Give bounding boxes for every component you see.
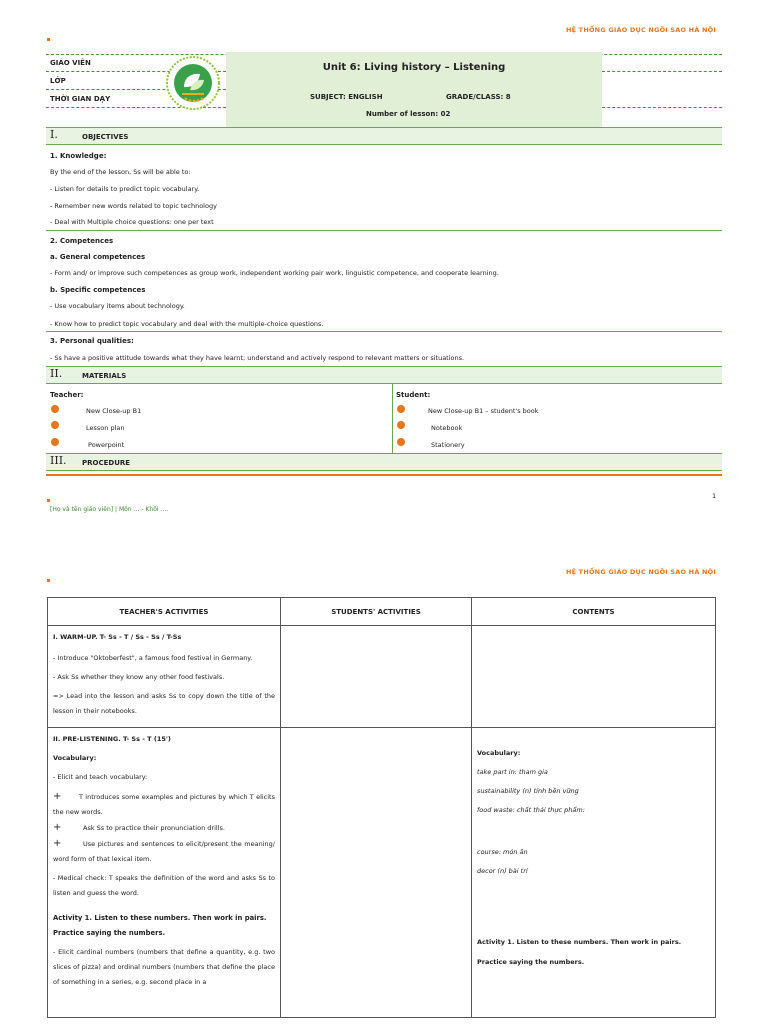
plus-item-text: Use pictures and sentences to elicit/present the meaning/ word form of that lexical item. [53,840,275,863]
bullet-icon [397,405,405,413]
warmup-line: - Introduce "Oktoberfest", a famous food festival in Germany. [53,654,253,662]
divider [46,230,722,231]
divider [602,107,722,108]
knowledge-line: - Deal with Multiple choice questions: one per text [50,218,214,226]
plus-item [53,836,275,867]
lesson-header [46,52,722,128]
warmup-contents-cell [472,626,716,728]
student-material-item: New Close-up B1 – student's book [428,407,539,415]
bullet-icon [51,438,59,446]
bullet-icon [397,421,405,429]
footer-marker [47,499,50,502]
section-number: III. [50,454,67,467]
teacher-material-item: Powerpoint [88,441,125,449]
contents-activity1-line: Activity 1. Listen to these numbers. Then work in pairs. [477,938,682,946]
section-title: MATERIALS [82,372,127,380]
column-header: TEACHER'S ACTIVITIES [48,598,281,626]
warmup-heading: I. WARM-UP. T- Ss - T / Ss - Ss / T-Ss [53,633,182,641]
plus-icon: + [53,791,62,802]
materials-column-divider [392,384,393,454]
procedure-table [47,597,716,1018]
knowledge-line: - Listen for details to predict topic vocabulary. [50,185,200,193]
prelistening-student-cell [281,728,472,1018]
plus-icon: + [53,822,62,833]
table-header-row [48,598,716,626]
warmup-line: - Ask Ss whether they know any other food festivals. [53,673,225,681]
section-materials [46,366,722,384]
warmup-teacher-cell [48,626,281,728]
school-logo [162,54,224,112]
column-header: CONTENTS [472,598,716,626]
vocab-item: course: món ăn [477,848,528,856]
orange-rule [46,474,722,476]
competences-heading: 2. Competences [50,237,114,245]
plus-icon: + [53,838,62,849]
section-number: I. [50,128,58,141]
lesson-number: Number of lesson: 02 [366,110,451,118]
knowledge-line: - Remember new words related to topic technology [50,202,217,210]
table-row [48,728,716,1018]
student-material-item: Stationery [431,441,465,449]
vocab-item: sustainability (n) tính bền vững [477,787,579,795]
teacher-material-item: Lesson plan [86,424,125,432]
header-marker [47,38,50,41]
grade-class: GRADE/CLASS: 8 [446,93,511,101]
teacher-label: GIÁO VIÊN [50,59,91,67]
contents-activity1-line: Practice saying the numbers. [477,958,585,966]
teacher-material-item: New Close-up B1 [86,407,142,415]
title-box [226,52,602,128]
section-title: PROCEDURE [82,459,131,467]
divider [46,331,722,332]
prelistening-contents-cell [472,728,716,1018]
lesson-title: Unit 6: Living history – Listening [322,62,506,73]
column-header: STUDENTS' ACTIVITIES [281,598,472,626]
school-name: HỆ THỐNG GIÁO DỤC NGÔI SAO HÀ NỘI [565,568,716,576]
vocabulary-heading: Vocabulary: [53,754,97,762]
prelistening-heading: II. PRE-LISTENING. T- Ss - T (15') [53,735,171,743]
section-objectives [46,127,722,145]
activity1-heading: Activity 1. Listen to these numbers. Then work in pairs. Practice saying the numbers. [53,914,267,937]
bullet-icon [51,421,59,429]
general-competences-text: - Form and/ or improve such competences as group work, independent working pair work, linguistic competence, and cooperate learning. [50,269,499,277]
footer-text: [Họ và tên giáo viên] | Môn … - Khối …. [50,506,169,513]
specific-competences-line: - Know how to predict topic vocabulary and deal with the multiple-choice questions. [50,320,324,328]
personal-heading: 3. Personal qualities: [50,337,134,345]
teacher-materials-label: Teacher: [50,391,84,399]
student-materials-label: Student: [396,391,431,399]
class-label: LỚP [50,77,66,85]
section-procedure [46,453,722,471]
plus-item-text: Ask Ss to practice their pronunciation drills. [83,824,225,832]
medical-check: - Medical check: T speaks the definition of the word and asks Ss to listen and guess the word. [53,874,275,897]
personal-text: - Ss have a positive attitude towards what they have learnt; understand and actively respond to relevant matters or situations. [50,354,465,362]
section-number: II. [50,367,63,380]
bullet-icon [397,438,405,446]
knowledge-line: By the end of the lesson, Ss will be able to: [50,168,191,176]
bullet-icon [51,405,59,413]
activity1-text: - Elicit cardinal numbers (numbers that define a quantity, e.g. two slices of pizza) and ordinal numbers (numbers that define the place of something in a series, e.g. second place in a [53,948,275,986]
vocab-item: food waste: chất thải thực phẩm: [477,806,585,814]
elicit-line: - Elicit and teach vocabulary: [53,773,148,781]
specific-competences-heading: b. Specific competences [50,286,146,294]
school-name: HỆ THỐNG GIÁO DỤC NGÔI SAO HÀ NỘI [565,26,716,34]
divider [602,71,722,72]
general-competences-heading: a. General competences [50,253,146,261]
knowledge-heading: 1. Knowledge: [50,152,107,160]
table-row [48,626,716,728]
student-material-item: Notebook [431,424,463,432]
plus-item [53,789,275,820]
page-number: 1 [712,492,717,500]
plus-item-text: T introduces some examples and pictures by which T elicits the new words. [53,793,275,816]
contents-vocabulary-heading: Vocabulary: [477,749,521,757]
specific-competences-line: - Use vocabulary items about technology. [50,302,185,310]
vocab-item: decor (n) bài trí [477,867,528,875]
plus-item [53,820,275,836]
subject: SUBJECT: ENGLISH [310,93,383,101]
warmup-line: => Lead into the lesson and asks Ss to copy down the title of the lesson in their notebooks. [53,692,275,715]
section-title: OBJECTIVES [82,133,129,141]
vocab-item: take part in: tham gia [477,768,548,776]
time-label: THỜI GIAN DẠY [50,95,111,103]
header-marker [47,579,50,582]
warmup-student-cell [281,626,472,728]
prelistening-teacher-cell [48,728,281,1018]
